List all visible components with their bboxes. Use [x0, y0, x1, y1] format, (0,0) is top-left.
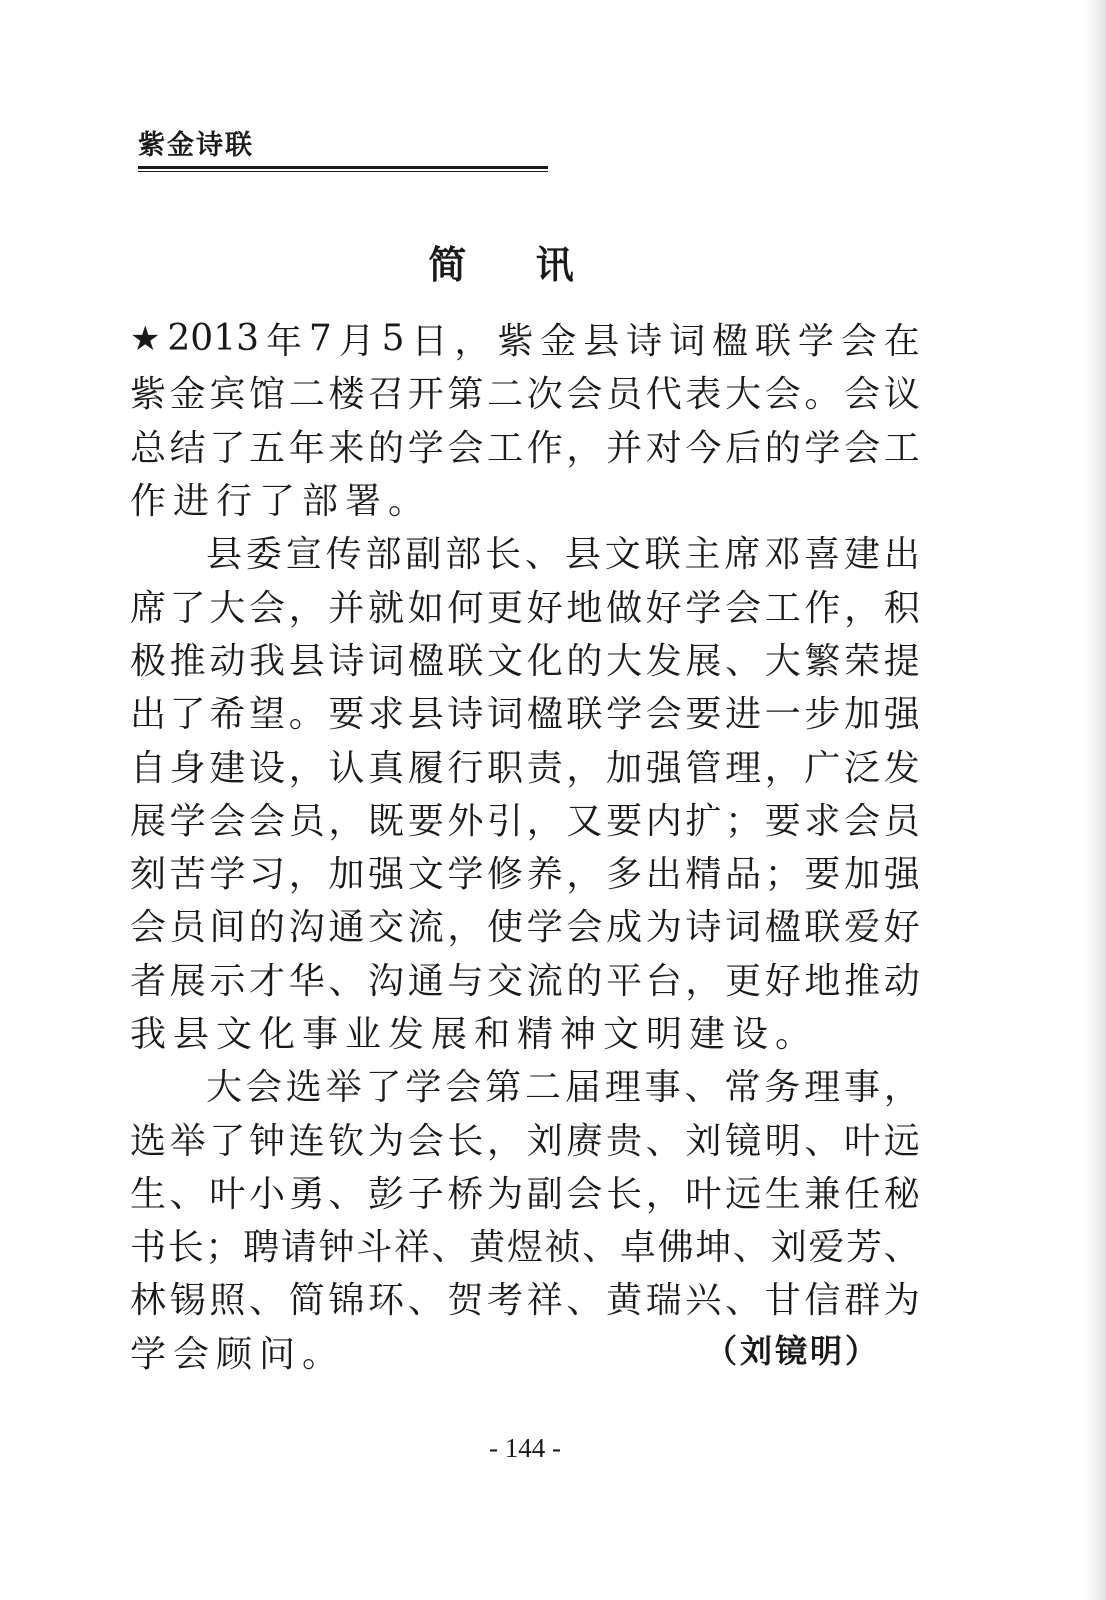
publication-title: 紫金诗联: [138, 130, 254, 161]
body-line: ★ 2013 年 7 月 5 日 ， 紫 金 县 诗 词 楹 联 学 会 在: [130, 318, 920, 363]
body-line: 大 会 选 举 了 学 会 第 二 届 理 事 、 常 务 理 事 ，: [206, 1067, 920, 1109]
closing-row: [130, 1325, 920, 1378]
body-line: 刻 苦 学 习 ， 加 强 文 学 修 养 ， 多 出 精 品 ； 要 加 强: [130, 854, 920, 896]
page-number: - 144 -: [489, 1433, 561, 1463]
body-line: 者 展 示 才 华 、 沟 通 与 交 流 的 平 台 ， 更 好 地 推 动: [130, 960, 920, 1002]
body-line: 林 锡 照 、 简 锦 环 、 贺 考 祥 、 黄 瑞 兴 、 甘 信 群 为: [130, 1280, 920, 1322]
author-byline: （刘镜明）: [704, 1331, 880, 1370]
body-line: 书 长 ； 聘 请 钟 斗 祥 、 黄 煜 祯 、 卓 佛 坤 、 刘 爱 芳 、: [130, 1227, 920, 1269]
body-line: 县 委 宣 传 部 副 部 长 、 县 文 联 主 席 邓 喜 建 出: [206, 534, 920, 576]
body-line: 作进行了部署。: [130, 481, 432, 523]
body-line: 出 了 希 望 。 要 求 县 诗 词 楹 联 学 会 要 进 一 步 加 强: [130, 694, 920, 736]
article-body: [130, 312, 920, 1378]
body-line: 我县文化事业发展和精神文明建设。: [130, 1014, 819, 1055]
body-line: 总 结 了 五 年 来 的 学 会 工 作 ， 并 对 今 后 的 学 会 工: [130, 427, 920, 469]
body-line: 选 举 了 钟 连 钦 为 会 长 ， 刘 赓 贵 、 刘 镜 明 、 叶 远: [130, 1120, 920, 1162]
header-rule: [138, 166, 548, 172]
body-line: 会 员 间 的 沟 通 交 流 ， 使 学 会 成 为 诗 词 楹 联 爱 好: [130, 907, 920, 949]
body-line: 学会顾问。: [130, 1333, 346, 1375]
body-line: 席 了 大 会 ， 并 就 如 何 更 好 地 做 好 学 会 工 作 ， 积: [130, 587, 920, 629]
article-title: 简 讯: [428, 243, 602, 287]
running-header: [138, 126, 548, 172]
body-line: 自 身 建 设 ， 认 真 履 行 职 责 ， 加 强 管 理 ， 广 泛 发: [130, 747, 920, 789]
body-line: 紫 金 宾 馆 二 楼 召 开 第 二 次 会 员 代 表 大 会 。 会 议: [130, 374, 920, 416]
body-line: 展 学 会 会 员 ， 既 要 外 引 ， 又 要 内 扩 ； 要 求 会 员: [130, 800, 920, 842]
body-line: 生 、 叶 小 勇 、 彭 子 桥 为 副 会 长 ， 叶 远 生 兼 任 秘: [130, 1173, 920, 1215]
body-line: 极 推 动 我 县 诗 词 楹 联 文 化 的 大 发 展 、 大 繁 荣 提: [130, 640, 920, 682]
page-edge-shadow: [1082, 0, 1106, 1600]
